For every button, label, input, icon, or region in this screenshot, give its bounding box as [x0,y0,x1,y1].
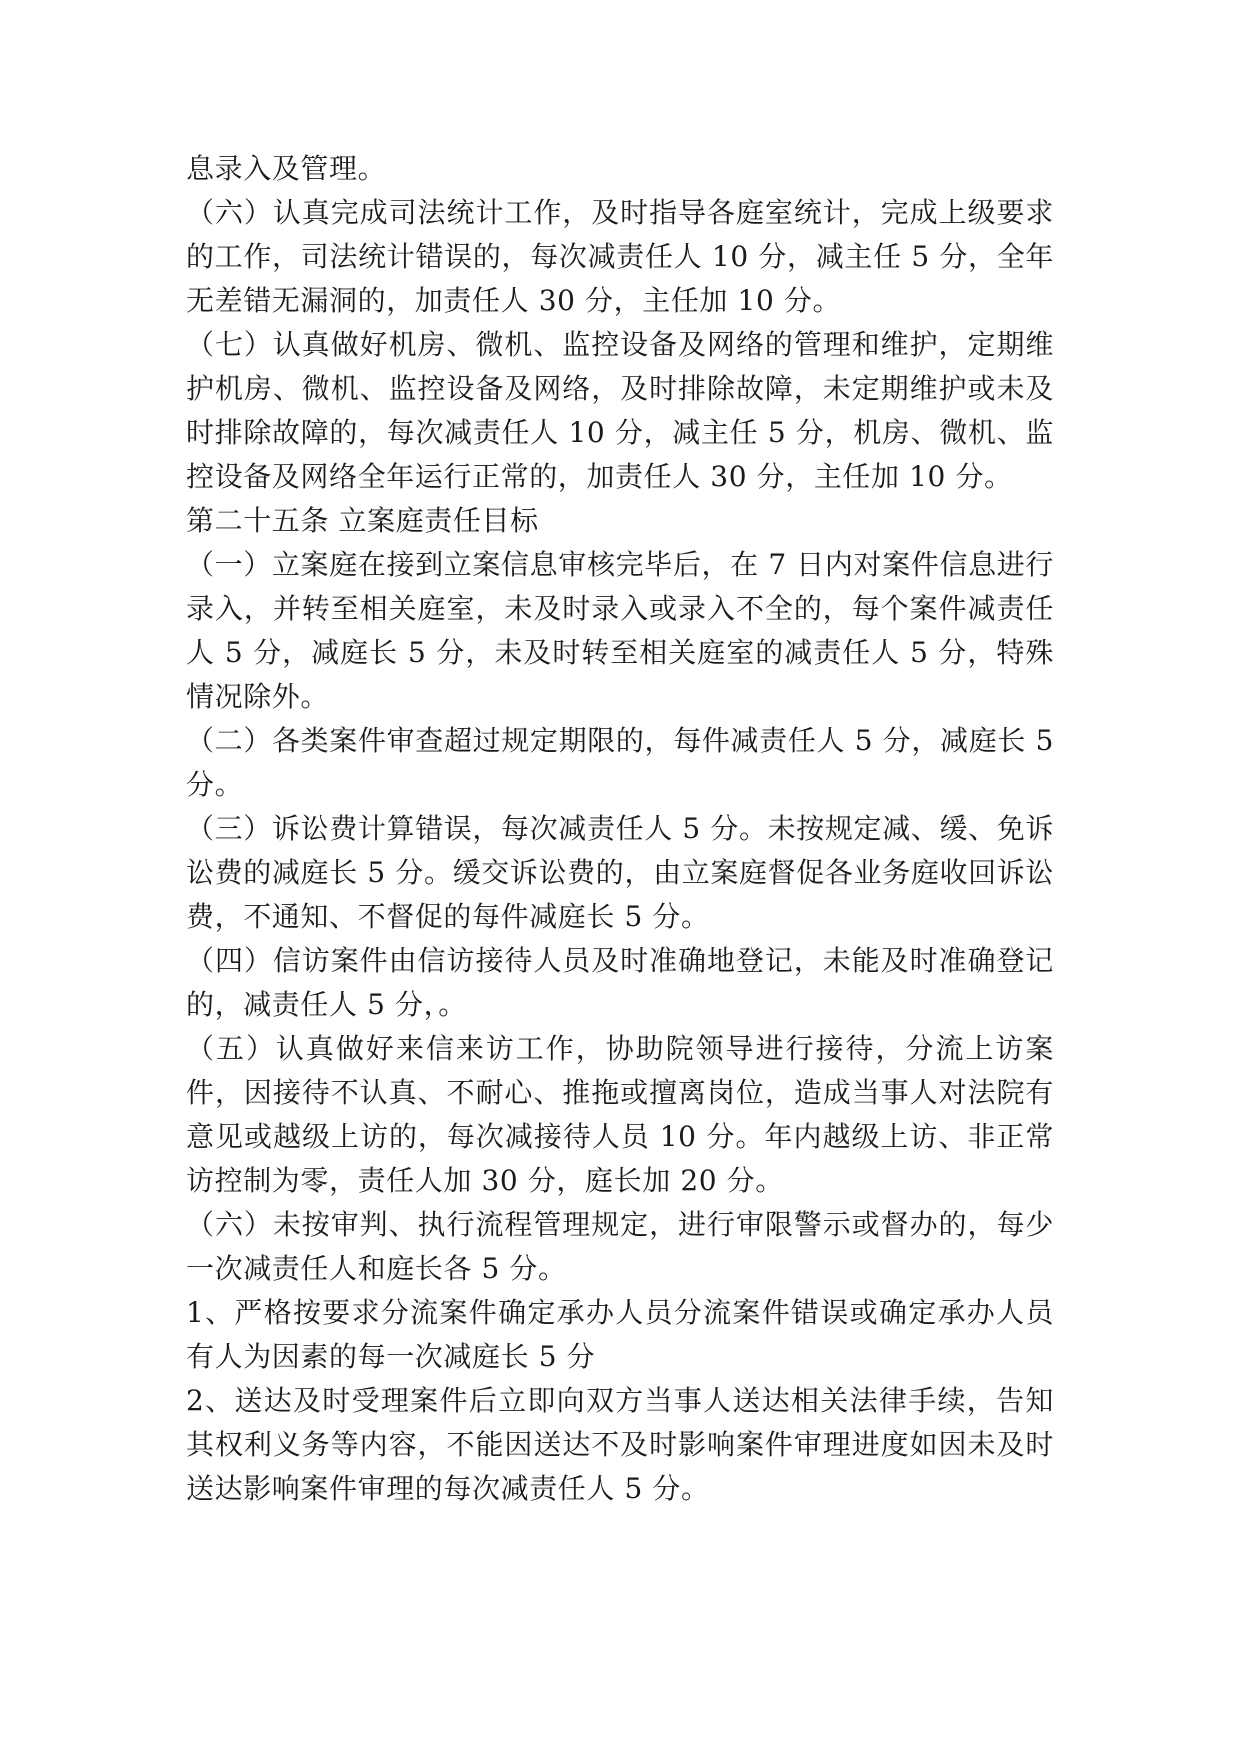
paragraph-item-7-equipment: （七）认真做好机房、微机、监控设备及网络的管理和维护，定期维护机房、微机、监控设备及网络，及时排除故障，未定期维护或未及时排除故障的，每次减责任人 10 分，减主任 5 分，机房、微机、监控设备及网络全年运行正常的，加责任人 30 分，主任加 10 分。 [186,328,1054,493]
article-25-heading: 第二十五条 立案庭责任目标 [186,504,539,537]
paragraph-item-3-litigation-fee: （三）诉讼费计算错误，每次减责任人 5 分。未按规定减、缓、免诉讼费的减庭长 5 分。缓交诉讼费的，由立案庭督促各业务庭收回诉讼费，不通知、不督促的每件减庭长 5 分。 [186,812,1054,933]
paragraph-item-5-visits: （五）认真做好来信来访工作，协助院领导进行接待，分流上访案件，因接待不认真、不耐心、推拖或擅离岗位，造成当事人对法院有意见或越级上访的，每次减接待人员 10 分。年内越级上访、非正常访控制为零，责任人加 30 分，庭长加 20 分。 [186,1032,1054,1197]
paragraph-item-2-review-period: （二）各类案件审查超过规定期限的，每件减责任人 5 分，减庭长 5 分。 [186,724,1054,801]
paragraph-item-6-process-management: （六）未按审判、执行流程管理规定，进行审限警示或督办的，每少一次减责任人和庭长各 5 分。 [186,1208,1054,1285]
paragraph-sub-2-service-of-documents: 2、送达及时受理案件后立即向双方当事人送达相关法律手续，告知其权利义务等内容，不能因送达不及时影响案件审理进度如因未及时送达影响案件审理的每次减责任人 5 分。 [186,1384,1054,1505]
paragraph-sub-1-case-distribution: 1、严格按要求分流案件确定承办人员分流案件错误或确定承办人员有人为因素的每一次减庭长 5 分 [186,1296,1054,1373]
document-body [186,147,1054,1511]
paragraph-item-6-statistics: （六）认真完成司法统计工作，及时指导各庭室统计，完成上级要求的工作，司法统计错误的，每次减责任人 10 分，减主任 5 分，全年无差错无漏洞的，加责任人 30 分，主任加 10 分。 [186,196,1054,317]
paragraph-continuation: 息录入及管理。 [186,152,387,185]
paragraph-item-1-case-entry: （一）立案庭在接到立案信息审核完毕后，在 7 日内对案件信息进行录入，并转至相关庭室，未及时录入或录入不全的，每个案件减责任人 5 分，减庭长 5 分，未及时转至相关庭室的减责任人 5 分，特殊情况除外。 [186,548,1054,713]
paragraph-item-4-petition-registration: （四）信访案件由信访接待人员及时准确地登记，未能及时准确登记的，减责任人 5 分，。 [186,944,1054,1021]
